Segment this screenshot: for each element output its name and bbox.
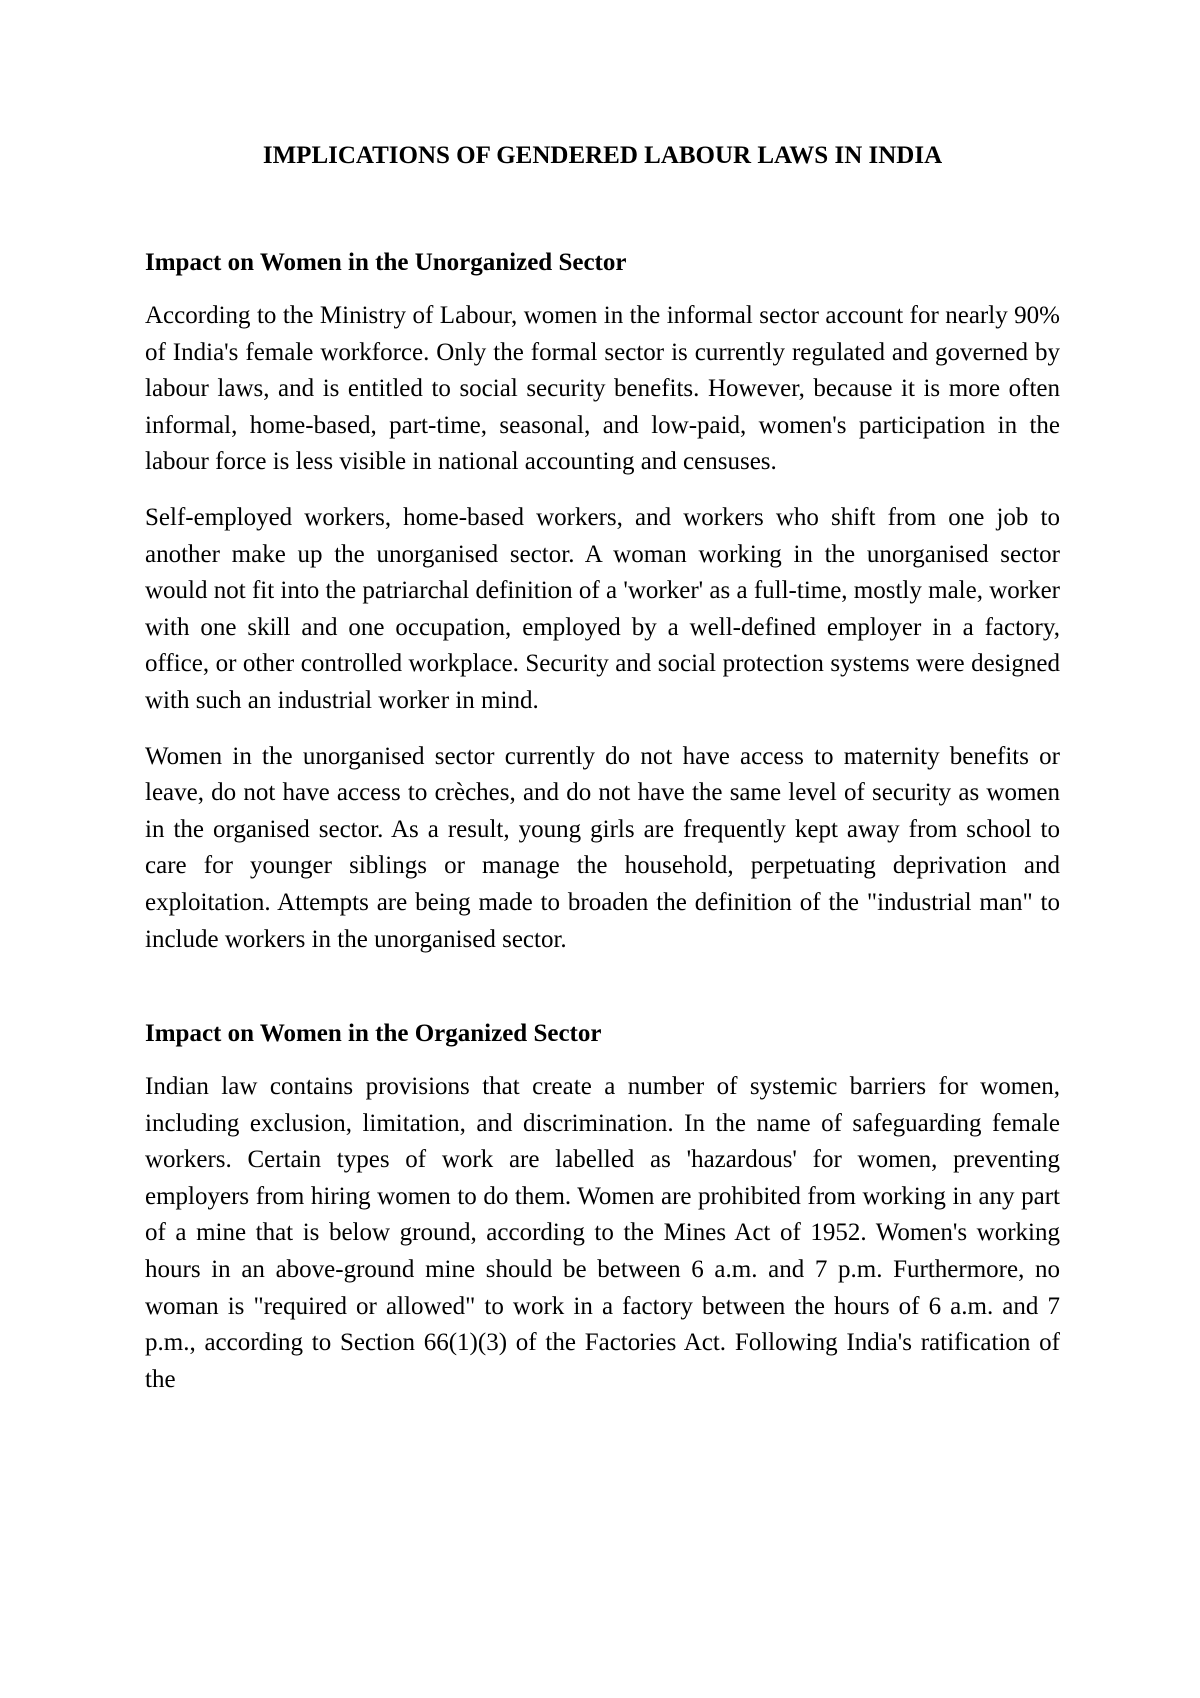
- section-heading: Impact on Women in the Unorganized Sector: [145, 249, 627, 276]
- section-organized-sector: [145, 1016, 1060, 1398]
- section-unorganized-sector: [145, 245, 1060, 958]
- paragraph: Self-employed workers, home-based workers, and workers who shift from one job to another make up the unorganised sector. A woman working in the unorganised sector would not fit into the patriarchal definition of a 'worker' as a full-time, mostly male, worker with one skill and one occupation, employed by a well-defined employer in a factory, office, or other controlled workplace. Security and social protection systems were designed with such an industrial worker in mind.: [145, 503, 1061, 714]
- paragraph: Indian law contains provisions that create a number of systemic barriers for women, including exclusion, limitation, and discrimination. In the name of safeguarding female workers. Certain types of work are labelled as 'hazardous' for women, preventing employers from hiring women to do them. Women are prohibited from working in any part of a mine that is below ground, according to the Mines Act of 1952. Women's working hours in an above-ground mine should be between 6 a.m. and 7 p.m. Furthermore, no woman is "required or allowed" to work in a factory between the hours of 6 a.m. and 7 p.m., according to Section 66(1)(3) of the Factories Act. Following India's ratification of the: [145, 1073, 1060, 1393]
- paragraph: According to the Ministry of Labour, women in the informal sector account for nearly 90% of India's female workforce. Only the formal sector is currently regulated and governed by labour laws, and is entitled to social security benefits. However, because it is more often informal, home-based, part-time, seasonal, and low-paid, women's participation in the labour force is less visible in national accounting and censuses.: [145, 302, 1060, 476]
- paragraph: Women in the unorganised sector currently do not have access to maternity benefits or leave, do not have access to crèches, and do not have the same level of security as women in the organised sector. As a result, young girls are frequently kept away from school to care for younger siblings or manage the household, perpetuating deprivation and exploitation. Attempts are being made to broaden the definition of the "industrial man" to include workers in the unorganised sector.: [145, 742, 1060, 953]
- document-body: [145, 138, 1060, 1398]
- section-heading: Impact on Women in the Organized Sector: [145, 1020, 602, 1048]
- document-title: IMPLICATIONS OF GENDERED LABOUR LAWS IN INDIA: [262, 142, 943, 169]
